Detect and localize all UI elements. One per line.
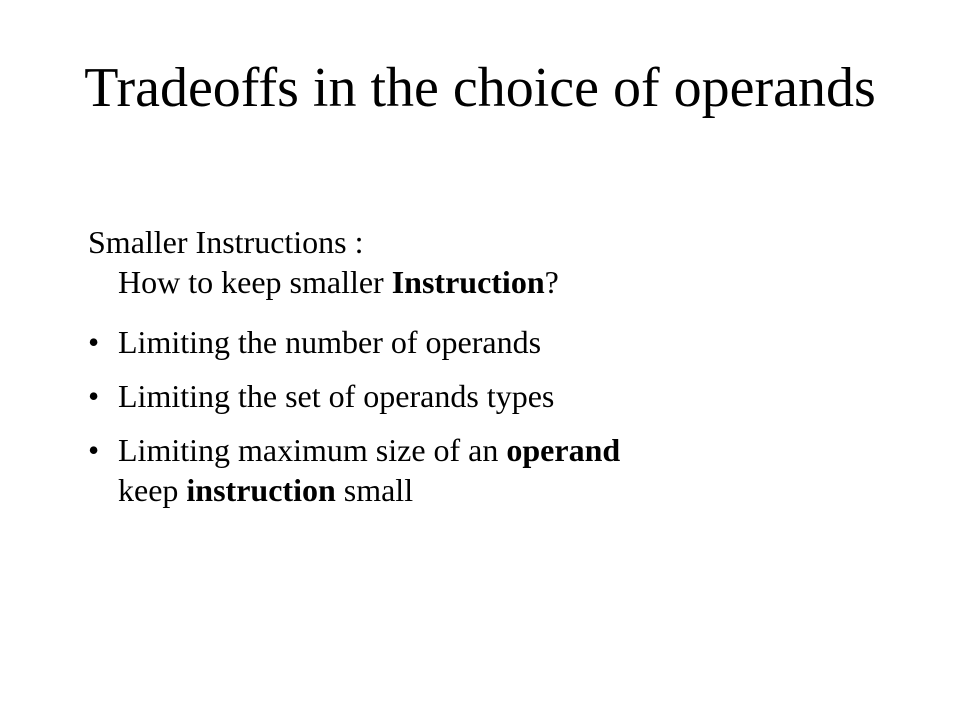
bullet-bold-operand: operand — [506, 432, 621, 468]
bullet-dot-icon: • — [88, 432, 100, 468]
intro-question — [88, 262, 908, 302]
slide-title: Tradeoffs in the choice of operands — [84, 57, 876, 119]
intro-question-prefix: How to keep smaller — [118, 264, 392, 300]
bullet-item — [88, 376, 908, 416]
bullet-item — [88, 322, 908, 362]
bullet-text: Limiting the set of operands types — [118, 378, 555, 414]
bullet-list — [88, 322, 908, 510]
intro-text — [88, 222, 908, 302]
intro-question-suffix: ? — [544, 264, 559, 300]
intro-heading: Smaller Instructions : — [88, 224, 364, 260]
bullet-text: Limiting the number of operands — [118, 324, 542, 360]
bullet-dot-icon: • — [88, 378, 100, 414]
bullet-text-line2-prefix: keep — [118, 472, 187, 508]
bullet-text-prefix: Limiting maximum size of an — [118, 432, 507, 468]
bullet-dot-icon: • — [88, 324, 100, 360]
bullet-bold-instruction: instruction — [186, 472, 336, 508]
bullet-text-line2-suffix: small — [335, 472, 414, 508]
bullet-text — [118, 432, 620, 508]
intro-question-bold: Instruction — [391, 264, 545, 300]
slide-body — [88, 222, 908, 510]
bullet-item — [88, 430, 908, 510]
